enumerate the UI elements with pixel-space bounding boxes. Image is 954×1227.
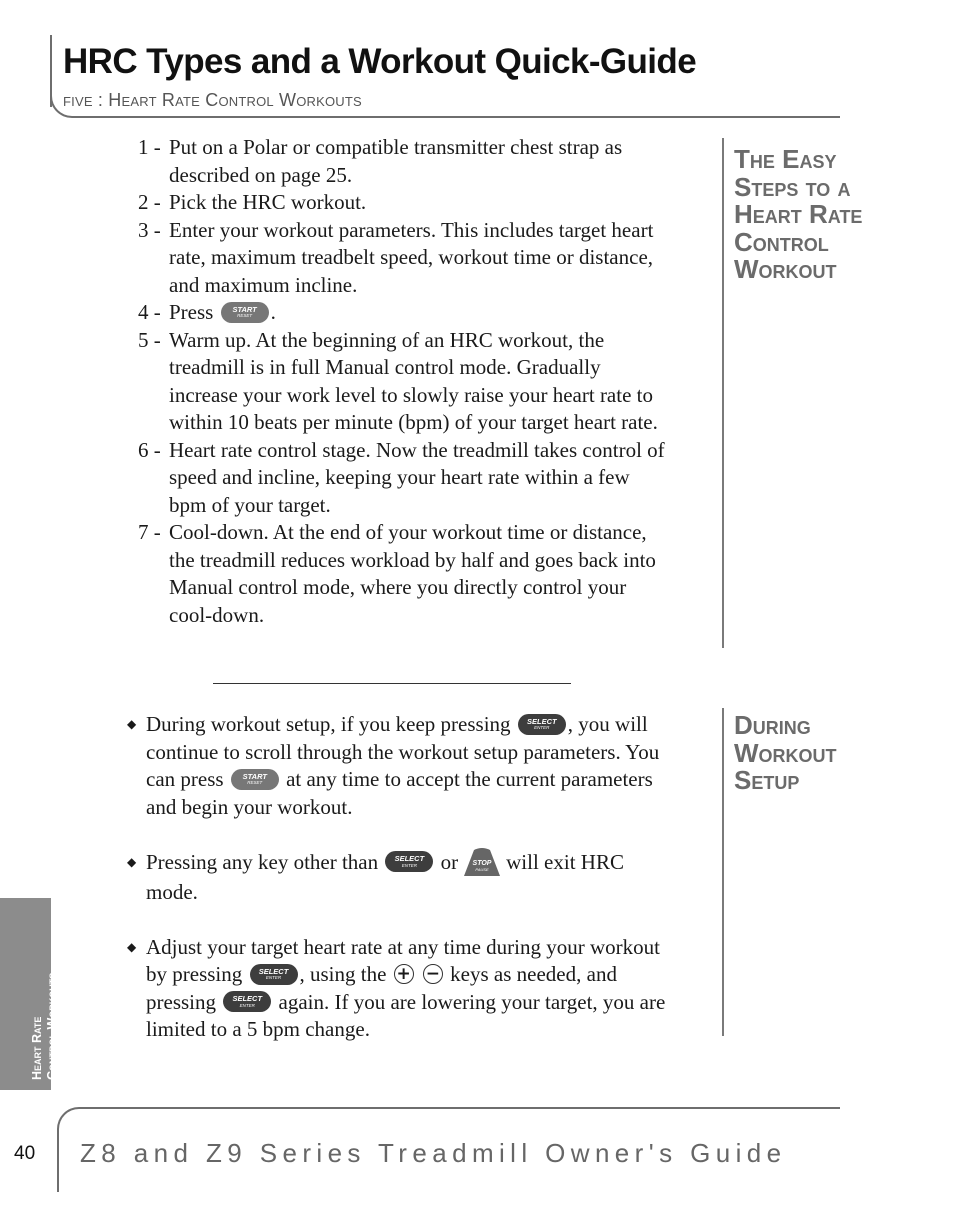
side-rule-easy-steps <box>722 138 724 648</box>
select-button-icon: SELECT ENTER <box>385 851 433 872</box>
step-text: Press <box>169 300 214 324</box>
diamond-bullet-icon: ◆ <box>127 717 137 731</box>
chapter-side-tab-label: Heart Rate Control Workouts <box>30 972 59 1080</box>
step-text: Put on a Polar or compatible transmitter chest strap as described on page 25. <box>169 135 623 187</box>
step-item: 2 - Pick the HRC workout. <box>138 190 367 214</box>
stop-button-icon <box>462 847 502 877</box>
section-divider <box>213 683 571 684</box>
select-button-icon: SELECT ENTER <box>518 714 566 735</box>
bullet-item: ◆ Adjust your target heart rate at any time during your workout by pressing SELECT ENTER , using the + − keys as needed, and pressing SELECT ENTER again. If you are lowering your target, you are limited to a 5 bpm change. <box>127 934 666 1042</box>
svg-text:STOP: STOP <box>472 859 492 867</box>
during-setup-list <box>127 711 672 1044</box>
easy-steps-list <box>138 134 668 629</box>
plus-key-icon: + <box>394 964 414 984</box>
step-text: Heart rate control stage. Now the treadmill takes control of speed and incline, keeping your heart rate within a few bpm of your target. <box>169 437 665 517</box>
start-button-icon: START RESET <box>221 302 269 323</box>
step-text: Enter your workout parameters. This includes target heart rate, maximum treadbelt speed, workout time or distance, and maximum incline. <box>169 217 654 297</box>
step-item: 3 - Enter your workout parameters. This includes target heart rate, maximum treadbelt speed, workout time or distance, and maximum incline. <box>138 217 654 297</box>
step-item: 5 - Warm up. At the beginning of an HRC workout, the treadmill is in full Manual control mode. Gradually increase your work level to slowly raise your heart rate to within 10 beats per minute (bpm) of your target heart rate. <box>138 327 658 434</box>
side-rule-during-setup <box>722 708 724 1036</box>
svg-text:PAUSE: PAUSE <box>475 866 489 872</box>
footer-title: Z8 and Z9 Series Treadmill Owner's Guide <box>80 1138 787 1168</box>
diamond-bullet-icon: ◆ <box>127 939 137 954</box>
select-button-icon: SELECT ENTER <box>223 991 271 1012</box>
step-item: 4 - Press START RESET . <box>138 300 276 324</box>
bullet-item: ◆ During workout setup, if you keep pressing SELECT ENTER , you will continue to scroll through the workout setup parameters. You can press START RESET at any time to accept the current parameters and begin your workout. <box>127 712 660 819</box>
minus-key-icon: − <box>423 964 443 984</box>
bullet-item: ◆ Pressing any key other than SELECT ENTER or STOP PAUSE will exit HRC mode. <box>127 849 672 907</box>
step-item: 1 - Put on a Polar or compatible transmitter chest strap as described on page 25. <box>138 135 623 187</box>
header-rule-horizontal <box>78 116 840 118</box>
step-text: Pick the HRC workout. <box>169 190 367 214</box>
step-item: 7 - Cool-down. At the end of your workout time or distance, the treadmill reduces workload by half and goes back into Manual control mode, where you directly control your cool-down. <box>138 520 656 627</box>
page-title: HRC Types and a Workout Quick-Guide <box>63 42 697 81</box>
step-item: 6 - Heart rate control stage. Now the treadmill takes control of speed and incline, keeping your heart rate within a few bpm of your target. <box>138 437 665 517</box>
chapter-subtitle: five : Heart Rate Control Workouts <box>63 90 362 110</box>
start-button-icon: START RESET <box>231 769 279 790</box>
footer-rule-vertical <box>57 1140 59 1192</box>
side-heading-during-setup: During Workout Setup <box>734 710 837 795</box>
page-number: 40 <box>14 1143 36 1164</box>
diamond-bullet-icon: ◆ <box>127 854 137 869</box>
step-text: Warm up. At the beginning of an HRC workout, the treadmill is in full Manual control mode. Gradually increase your work level to slowly raise your heart rate to within 10 beats per minute (bpm) of your target heart rate. <box>169 327 658 434</box>
step-text: Cool-down. At the end of your workout time or distance, the treadmill reduces workload by half and goes back into Manual control mode, where you directly control your cool-down. <box>169 520 656 627</box>
footer-rule-horizontal <box>80 1107 840 1109</box>
select-button-icon: SELECT ENTER <box>250 964 298 985</box>
side-heading-easy-steps: The Easy Steps to a Heart Rate Control Workout <box>734 144 863 284</box>
